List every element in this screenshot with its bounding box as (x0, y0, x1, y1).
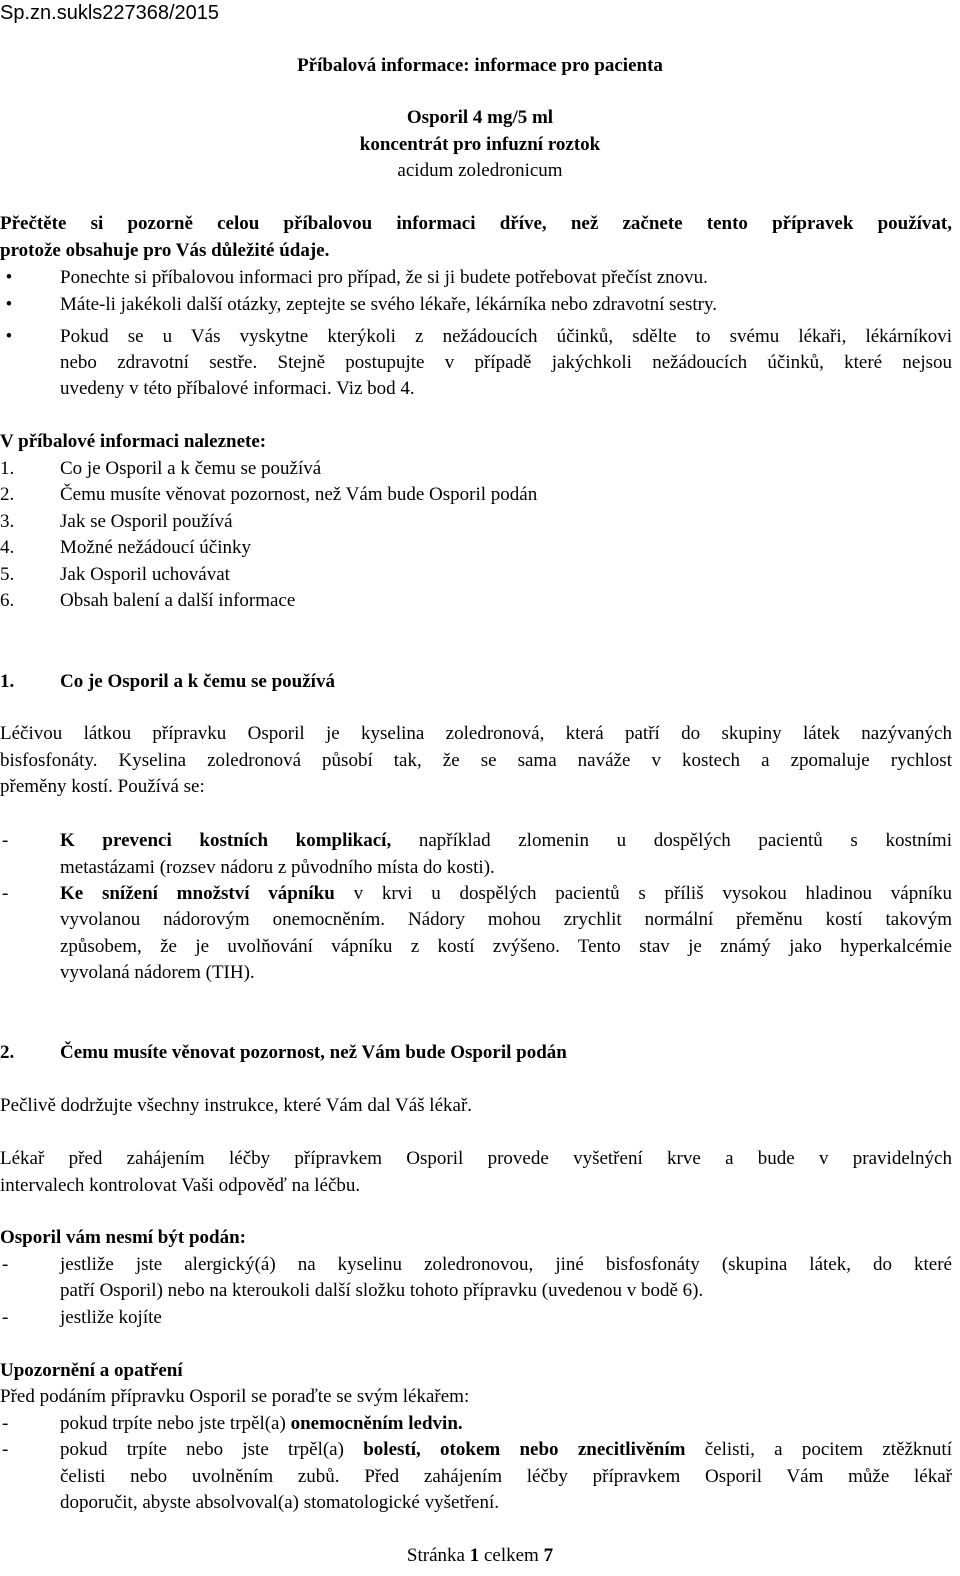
toc-item-number: 4. (0, 537, 15, 558)
warning-2-rest: čelisti, a pocitem ztěžknutí (685, 1439, 952, 1460)
document-reference: Sp.zn.sukls227368/2015 (0, 2, 220, 24)
contraindications-heading: Osporil vám nesmí být podán: (0, 1227, 246, 1248)
dash-bullet-icon: - (2, 1254, 9, 1275)
section-2-para-2-line-2: intervalech kontrolovat Vaši odpověď na léčbu. (0, 1175, 361, 1196)
dash-bullet-icon: - (2, 883, 9, 904)
section-1-item-2-bold: Ke snížení množství vápníku (60, 883, 335, 904)
section-1-item-1-line-1 (60, 828, 952, 855)
warning-2-line-3: doporučit, abyste absolvoval(a) stomatologické vyšetření. (60, 1492, 499, 1513)
footer-page-number: 1 (469, 1545, 480, 1566)
bullet-icon: • (5, 326, 13, 347)
warning-2-line-1 (60, 1437, 952, 1464)
contraindication-1-line-2: patří Osporil) nebo na kteroukoli další složku tohoto přípravku (uvedenou v bodě 6). (60, 1280, 704, 1301)
section-2-number: 2. (0, 1042, 15, 1063)
leaflet-title: Příbalová informace: informace pro pacienta (297, 55, 663, 76)
footer-total-label: celkem (479, 1545, 544, 1566)
intro-bullet-3-line-2: nebo zdravotní sestře. Stejně postupujte v případě jakýchkoli nežádoucích účinků, které nejsou (60, 352, 952, 373)
section-1-para-line-3: přeměny kostí. Používá se: (0, 776, 205, 797)
section-1-item-1-line-2: metastázami (rozsev nádoru z původního místa do kosti). (60, 857, 495, 878)
warning-1-text: pokud trpíte nebo jste trpěl(a) (60, 1413, 291, 1434)
intro-line-2: protože obsahuje pro Vás důležité údaje. (0, 240, 330, 261)
section-1-item-1-bold: K prevenci kostních komplikací, (60, 830, 392, 851)
bullet-icon: • (5, 294, 13, 315)
section-1-item-2-line-4: vyvolaná nádorem (TIH). (60, 962, 255, 983)
toc-item-number: 5. (0, 564, 15, 585)
section-1-item-2-line-3: způsobem, že je uvolňování vápníku z kostí zvýšeno. Tento stav je známý jako hyperkalcémie (60, 936, 952, 957)
intro-bullet-3-line-3: uvedeny v této příbalové informaci. Viz bod 4. (60, 378, 415, 399)
section-1-item-1-rest: například zlomenin u dospělých pacientů s kostními (391, 830, 952, 851)
intro-bullet-1: Ponechte si příbalovou informaci pro případ, že si ji budete potřebovat přečíst znovu. (60, 267, 708, 288)
warnings-heading: Upozornění a opatření (0, 1360, 183, 1381)
toc-item: Co je Osporil a k čemu se používá (60, 458, 322, 479)
active-substance: acidum zoledronicum (397, 160, 563, 181)
toc-item: Jak se Osporil používá (60, 511, 233, 532)
section-1-heading: Co je Osporil a k čemu se používá (60, 671, 335, 692)
product-name: Osporil 4 mg/5 ml (406, 107, 554, 128)
toc-item-number: 6. (0, 590, 15, 611)
section-2-para-1: Pečlivě dodržujte všechny instrukce, které Vám dal Váš lékař. (0, 1095, 473, 1116)
toc-heading: V příbalové informaci naleznete: (0, 431, 267, 452)
toc-item: Možné nežádoucí účinky (60, 537, 251, 558)
footer-total-pages: 7 (543, 1545, 554, 1566)
intro-line-1: Přečtěte si pozorně celou příbalovou informaci dříve, než začnete tento přípravek používat, (0, 213, 952, 234)
warning-2-line-2: čelisti nebo uvolněním zubů. Před zahájením léčby přípravkem Osporil Vám může lékař (60, 1466, 952, 1487)
toc-item-number: 3. (0, 511, 15, 532)
toc-item-number: 2. (0, 484, 15, 505)
warnings-intro: Před podáním přípravku Osporil se poraďte se svým lékařem: (0, 1386, 470, 1407)
toc-item: Čemu musíte věnovat pozornost, než Vám bude Osporil podán (60, 484, 538, 505)
contraindication-2: jestliže kojíte (60, 1307, 162, 1328)
section-1-item-2-line-1 (60, 881, 952, 908)
dash-bullet-icon: - (2, 1413, 9, 1434)
warning-1-bold: onemocněním ledvin. (290, 1413, 463, 1434)
section-1-item-2-line-2: vyvolanou nádorovým onemocněním. Nádory mohou zrychlit normální přeměnu kostí takovým (60, 909, 952, 930)
section-2-para-2-line-1: Lékař před zahájením léčby přípravkem Osporil provede vyšetření krve a bude v pravidelných (0, 1148, 952, 1169)
page-footer (0, 1543, 960, 1570)
toc-item-number: 1. (0, 458, 15, 479)
dash-bullet-icon: - (2, 1439, 9, 1460)
contraindication-1-line-1: jestliže jste alergický(á) na kyselinu zoledronovou, jiné bisfosfonáty (skupina látek, do které (60, 1254, 952, 1275)
section-1-item-2-rest: v krvi u dospělých pacientů s příliš vysokou hladinou vápníku (334, 883, 952, 904)
section-2-heading: Čemu musíte věnovat pozornost, než Vám bude Osporil podán (60, 1042, 567, 1063)
bullet-icon: • (5, 267, 13, 288)
warning-1 (60, 1411, 952, 1438)
dash-bullet-icon: - (2, 830, 9, 851)
product-form: koncentrát pro infuzní roztok (359, 134, 601, 155)
section-1-para-line-1: Léčivou látkou přípravku Osporil je kyselina zoledronová, která patří do skupiny látek nazývaných (0, 723, 952, 744)
footer-page-label: Stránka (406, 1545, 470, 1566)
toc-item: Obsah balení a další informace (60, 590, 296, 611)
warning-2-bold: bolestí, otokem nebo znecitlivěním (363, 1439, 686, 1460)
dash-bullet-icon: - (2, 1307, 9, 1328)
intro-bullet-2: Máte-li jakékoli další otázky, zeptejte se svého lékaře, lékárníka nebo zdravotní sestry. (60, 294, 718, 315)
toc-item: Jak Osporil uchovávat (60, 564, 230, 585)
intro-bullet-3-line-1: Pokud se u Vás vyskytne kterýkoli z nežádoucích účinků, sdělte to svému lékaři, lékárníkovi (60, 326, 952, 347)
section-1-para-line-2: bisfosfonáty. Kyselina zoledronová působí tak, že se sama naváže v kostech a zpomaluje rychlost (0, 750, 952, 771)
section-1-number: 1. (0, 671, 15, 692)
warning-2-text: pokud trpíte nebo jste trpěl(a) (60, 1439, 364, 1460)
